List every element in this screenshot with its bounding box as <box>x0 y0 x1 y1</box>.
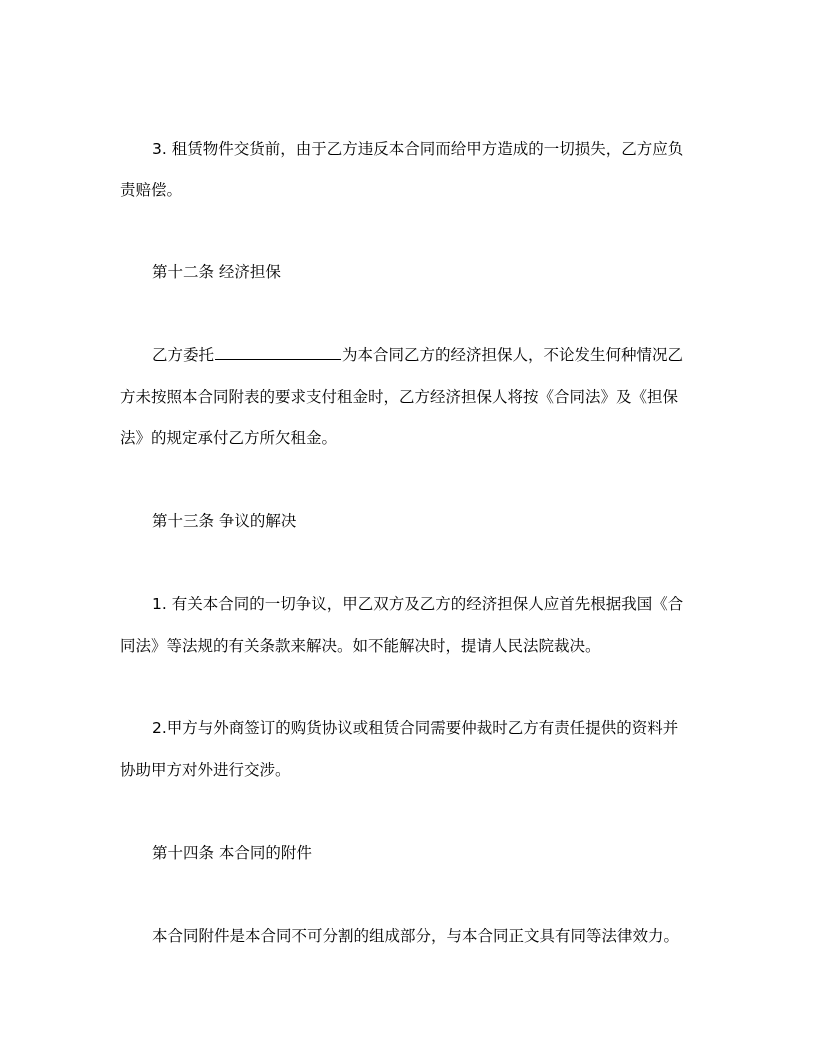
clause-13-item-1-line-2: 同法》等法规的有关条款来解决。如不能解决时，提请人民法院裁决。 <box>120 637 601 655</box>
clause-13-heading: 第十三条 争议的解决 <box>152 512 297 530</box>
clause-12-body-line-3: 法》的规定承付乙方所欠租金。 <box>120 429 338 447</box>
clause-11-item-3-line-1: 3. 租赁物件交货前，由于乙方违反本合同而给甲方造成的一切损失，乙方应负 <box>152 140 684 158</box>
clause-11-item-3-line-2: 责赔偿。 <box>120 181 183 199</box>
clause-12-body-line-2: 方未按照本合同附表的要求支付租金时，乙方经济担保人将按《合同法》及《担保 <box>120 388 679 406</box>
clause-14-body-line-1: 本合同附件是本合同不可分割的组成部分，与本合同正文具有同等法律效力。 <box>152 927 680 945</box>
clause-12-body-prefix: 乙方委托 <box>152 346 215 364</box>
clause-12-heading: 第十二条 经济担保 <box>152 263 281 281</box>
guarantor-blank-line <box>215 345 341 360</box>
clause-13-item-1-line-1: 1. 有关本合同的一切争议，甲乙双方及乙方的经济担保人应首先根据我国《合 <box>152 595 684 613</box>
clause-12-body-line-1 <box>152 345 700 365</box>
clause-14-heading: 第十四条 本合同的附件 <box>152 844 312 862</box>
clause-13-item-2-line-2: 协助甲方对外进行交涉。 <box>120 761 291 779</box>
clause-12-body-suffix: 为本合同乙方的经济担保人，不论发生何种情况乙 <box>342 346 684 364</box>
clause-13-item-2-line-1: 2.甲方与外商签订的购货协议或租赁合同需要仲裁时乙方有责任提供的资料并 <box>152 719 679 737</box>
